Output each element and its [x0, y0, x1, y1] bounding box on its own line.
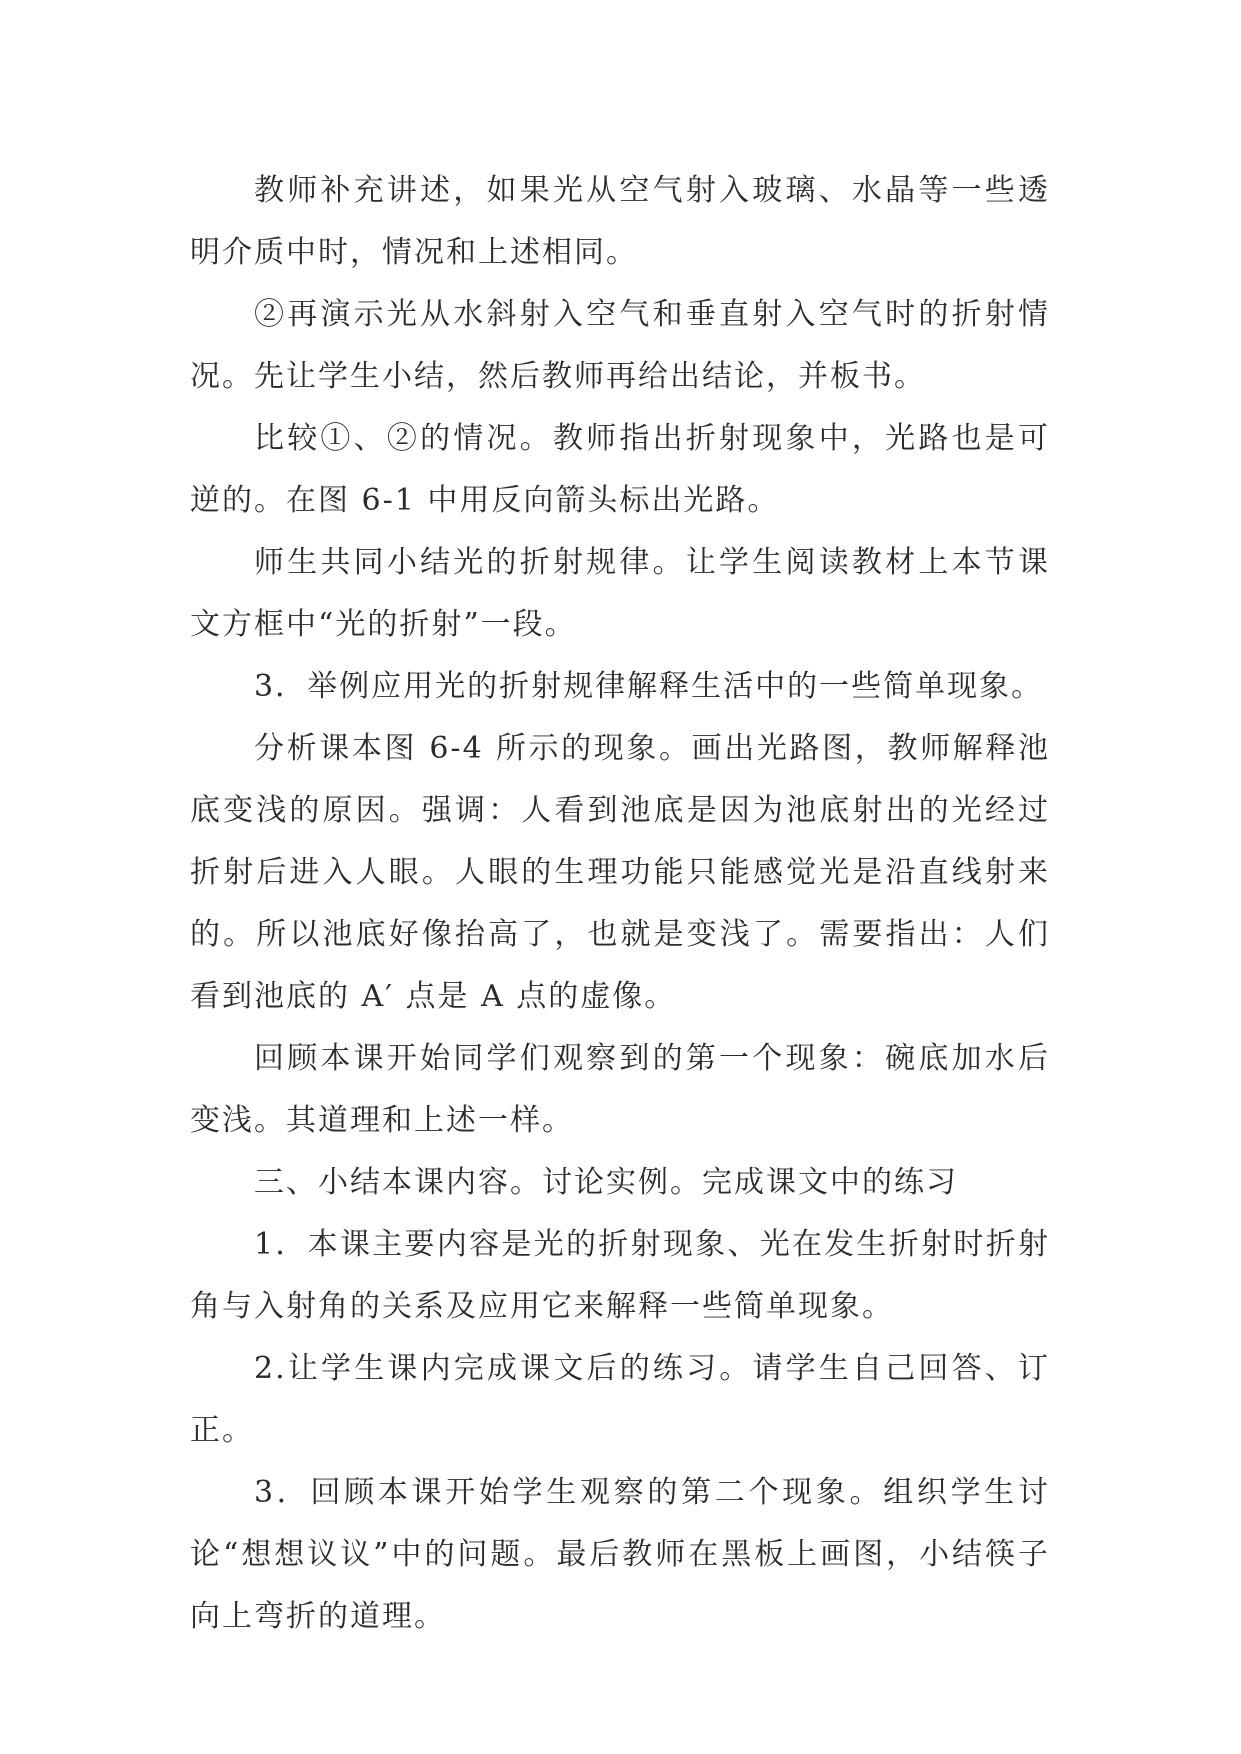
paragraph: 3．回顾本课开始学生观察的第二个现象。组织学生讨论“想想议议”中的问题。最后教师在黑板上画图，小结筷子向上弯折的道理。: [190, 1475, 1050, 1634]
section-heading: 三、小结本课内容。讨论实例。完成课文中的练习: [254, 1165, 958, 1200]
paragraph: 分析课本图 6-4 所示的现象。画出光路图，教师解释池底变浅的原因。强调：人看到池底是因为池底射出的光经过折射后进入人眼。人眼的生理功能只能感觉光是沿直线射来的。所以池底好像抬高了，也就是变浅了。需要指出：人们看到池底的 A′ 点是 A 点的虚像。: [190, 731, 1050, 1014]
paragraph: 回顾本课开始同学们观察到的第一个现象：碗底加水后变浅。其道理和上述一样。: [190, 1041, 1050, 1138]
paragraph: 2.让学生课内完成课文后的练习。请学生自己回答、订正。: [190, 1351, 1050, 1448]
paragraph: 1．本课主要内容是光的折射现象、光在发生折射时折射角与入射角的关系及应用它来解释一些简单现象。: [190, 1227, 1050, 1324]
document-body: [190, 160, 1050, 1648]
paragraph: 教师补充讲述，如果光从空气射入玻璃、水晶等一些透明介质中时，情况和上述相同。: [190, 173, 1050, 270]
paragraph: ②再演示光从水斜射入空气和垂直射入空气时的折射情况。先让学生小结，然后教师再给出结论，并板书。: [190, 297, 1050, 394]
paragraph: 3．举例应用光的折射规律解释生活中的一些简单现象。: [254, 669, 1044, 704]
paragraph: 师生共同小结光的折射规律。让学生阅读教材上本节课文方框中“光的折射”一段。: [190, 545, 1050, 642]
paragraph: 比较①、②的情况。教师指出折射现象中，光路也是可逆的。在图 6-1 中用反向箭头标出光路。: [190, 421, 1050, 518]
